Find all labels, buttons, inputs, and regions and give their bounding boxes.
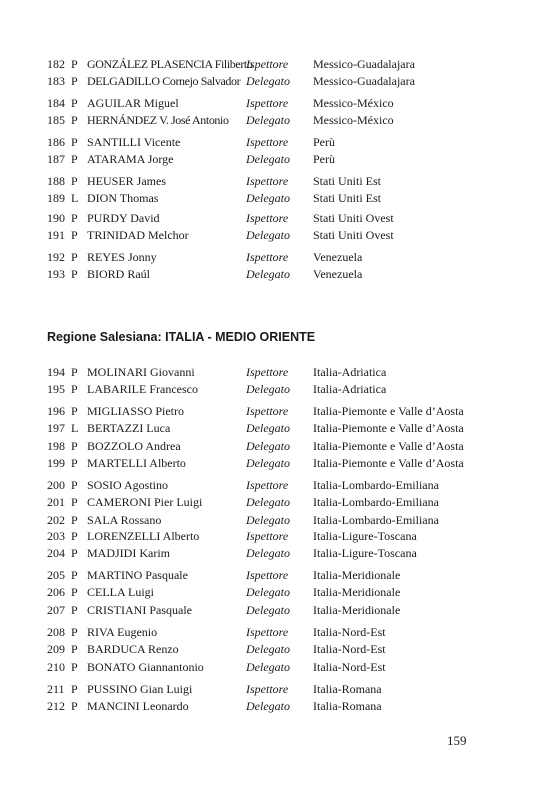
entry-place: Italia-Piemonte e Valle d’Aosta <box>313 421 464 436</box>
entry-status: P <box>71 456 78 471</box>
entry-name: TRINIDAD Melchor <box>87 228 189 243</box>
entry-role: Delegato <box>246 152 290 167</box>
entry-group <box>47 364 497 399</box>
entry-role: Ispettore <box>246 250 289 264</box>
entry-row <box>47 698 497 715</box>
entry-place: Italia-Adriatica <box>313 382 387 397</box>
entry-role: Delegato <box>246 456 290 471</box>
entry-row <box>47 190 497 207</box>
entry-status: P <box>71 642 78 657</box>
entry-name: SANTILLI Vicente <box>87 135 181 149</box>
entry-row <box>47 494 497 511</box>
entry-number: 198 <box>47 438 65 453</box>
entry-name: SOSIO Agostino <box>87 478 169 492</box>
entry-status: P <box>71 568 78 582</box>
entry-status: P <box>71 625 78 639</box>
entry-row <box>47 528 497 545</box>
entry-number: 189 <box>47 191 65 206</box>
entry-status: P <box>71 546 78 561</box>
entry-name: CAMERONI Pier Luigi <box>87 495 203 510</box>
entry-role: Ispettore <box>246 625 289 639</box>
entry-name: LABARILE Francesco <box>87 382 198 397</box>
entry-group <box>47 528 497 563</box>
entry-role: Delegato <box>246 267 290 282</box>
entry-row <box>47 210 497 227</box>
entry-name: LORENZELLI Alberto <box>87 529 200 543</box>
entry-role: Delegato <box>246 74 290 89</box>
entry-group <box>47 95 497 130</box>
entry-place: Perù <box>313 135 335 149</box>
entry-name: SALA Rossano <box>87 512 162 527</box>
entry-place: Messico-México <box>313 96 394 110</box>
entry-status: P <box>71 438 78 453</box>
entry-number: 186 <box>47 135 65 149</box>
entry-status: P <box>71 529 78 543</box>
entry-status: P <box>71 152 78 167</box>
entry-role: Delegato <box>246 602 290 617</box>
entry-status: P <box>71 267 78 282</box>
entry-status: P <box>71 602 78 617</box>
entry-number: 201 <box>47 495 65 510</box>
entry-number: 193 <box>47 267 65 282</box>
entry-row <box>47 477 497 494</box>
entry-role: Delegato <box>246 113 290 128</box>
entry-place: Italia-Lombardo-Emiliana <box>313 512 439 527</box>
entry-name: BOZZOLO Andrea <box>87 438 181 453</box>
entry-role: Ispettore <box>246 96 289 110</box>
entry-number: 209 <box>47 642 65 657</box>
entry-row <box>47 567 497 584</box>
entry-role: Delegato <box>246 438 290 453</box>
entry-place: Venezuela <box>313 267 363 282</box>
entry-status: P <box>71 365 78 379</box>
entry-place: Italia-Romana <box>313 682 382 696</box>
entry-row <box>47 266 497 283</box>
entry-name: MOLINARI Giovanni <box>87 365 195 379</box>
entry-number: 212 <box>47 699 65 714</box>
entry-number: 200 <box>47 478 65 492</box>
entry-row <box>47 403 497 420</box>
entry-role: Ispettore <box>246 404 289 418</box>
entry-place: Italia-Adriatica <box>313 365 387 379</box>
entry-place: Italia-Meridionale <box>313 585 401 600</box>
section-title: Regione Salesiana: ITALIA - MEDIO ORIENTE <box>47 330 316 344</box>
entry-role: Ispettore <box>246 682 289 696</box>
entry-status: P <box>71 382 78 397</box>
entry-name: DELGADILLO Cornejo Salvador <box>87 74 241 89</box>
entry-row <box>47 173 497 190</box>
entry-name: MADJIDI Karim <box>87 546 170 561</box>
entry-group <box>47 134 497 169</box>
entry-place: Stati Uniti Ovest <box>313 211 394 225</box>
entry-role: Delegato <box>246 421 290 436</box>
entry-name: BONATO Giannantonio <box>87 659 204 674</box>
entry-status: P <box>71 250 78 264</box>
entry-place: Italia-Lombardo-Emiliana <box>313 495 439 510</box>
entry-number: 188 <box>47 174 65 188</box>
entry-role: Delegato <box>246 512 290 527</box>
entry-row <box>47 112 497 129</box>
entry-name: DION Thomas <box>87 191 159 206</box>
entry-number: 190 <box>47 211 65 225</box>
entry-status: P <box>71 135 78 149</box>
entry-role: Delegato <box>246 699 290 714</box>
entry-role: Ispettore <box>246 478 289 492</box>
entry-name: BIORD Raúl <box>87 267 150 282</box>
entry-name: BARDUCA Renzo <box>87 642 179 657</box>
entry-place: Italia-Ligure-Toscana <box>313 546 417 561</box>
entry-status: P <box>71 659 78 674</box>
entry-row <box>47 602 497 619</box>
entry-place: Venezuela <box>313 250 363 264</box>
entry-row <box>47 151 497 168</box>
entry-name: MARTINO Pasquale <box>87 568 188 582</box>
entry-row <box>47 455 497 472</box>
entry-status: P <box>71 495 78 510</box>
entry-row <box>47 438 497 455</box>
entry-name: CELLA Luigi <box>87 585 154 600</box>
entry-number: 206 <box>47 585 65 600</box>
entry-name: MIGLIASSO Pietro <box>87 404 185 418</box>
entry-number: 182 <box>47 57 65 71</box>
entry-place: Messico-Guadalajara <box>313 57 415 71</box>
entry-row <box>47 134 497 151</box>
entry-number: 187 <box>47 152 65 167</box>
entry-name: HEUSER James <box>87 174 166 188</box>
entry-number: 208 <box>47 625 65 639</box>
entry-group <box>47 249 497 284</box>
entry-number: 194 <box>47 365 65 379</box>
entry-place: Italia-Meridionale <box>313 602 401 617</box>
entry-role: Delegato <box>246 546 290 561</box>
entry-status: P <box>71 96 78 110</box>
entry-name: ATARAMA Jorge <box>87 152 174 167</box>
entry-place: Italia-Nord-Est <box>313 642 386 657</box>
entry-role: Delegato <box>246 585 290 600</box>
entry-place: Italia-Nord-Est <box>313 625 386 639</box>
entry-place: Italia-Ligure-Toscana <box>313 529 417 543</box>
entry-row <box>47 249 497 266</box>
entry-place: Perù <box>313 152 335 167</box>
entry-row <box>47 659 497 676</box>
entry-status: P <box>71 174 78 188</box>
entry-role: Delegato <box>246 228 290 243</box>
entry-status: P <box>71 57 78 71</box>
entry-name: PURDY David <box>87 211 160 225</box>
entry-place: Messico-Guadalajara <box>313 74 415 89</box>
entry-role: Ispettore <box>246 57 289 71</box>
entry-place: Stati Uniti Ovest <box>313 228 394 243</box>
entry-row <box>47 681 497 698</box>
entry-name: RIVA Eugenio <box>87 625 158 639</box>
entry-group <box>47 624 497 676</box>
entry-place: Italia-Piemonte e Valle d’Aosta <box>313 456 464 471</box>
entry-name: HERNÁNDEZ V. José Antonio <box>87 113 229 128</box>
entry-name: REYES Jonny <box>87 250 157 264</box>
entry-status: P <box>71 211 78 225</box>
page-number: 159 <box>447 733 467 748</box>
entry-status: P <box>71 585 78 600</box>
entry-number: 184 <box>47 96 65 110</box>
entry-status: P <box>71 74 78 89</box>
entry-status: P <box>71 113 78 128</box>
entry-status: L <box>71 421 79 436</box>
entry-role: Ispettore <box>246 568 289 582</box>
entry-status: P <box>71 404 78 418</box>
entry-name: CRISTIANI Pasquale <box>87 602 192 617</box>
entry-number: 183 <box>47 74 65 89</box>
entry-place: Italia-Nord-Est <box>313 659 386 674</box>
entry-row <box>47 227 497 244</box>
entry-number: 199 <box>47 456 65 471</box>
entry-number: 203 <box>47 529 65 543</box>
entry-number: 191 <box>47 228 65 243</box>
entry-name: AGUILAR Miguel <box>87 96 179 110</box>
entry-group <box>47 567 497 619</box>
entry-group <box>47 403 497 473</box>
entry-place: Italia-Meridionale <box>313 568 401 582</box>
entry-row <box>47 545 497 562</box>
entry-row <box>47 381 497 398</box>
entry-row <box>47 641 497 658</box>
entry-number: 205 <box>47 568 65 582</box>
entry-name: GONZÁLEZ PLASENCIA Filiberto <box>87 57 253 71</box>
entry-status: L <box>71 191 79 206</box>
entry-status: P <box>71 512 78 527</box>
entry-role: Delegato <box>246 382 290 397</box>
entry-row <box>47 512 497 529</box>
entry-place: Italia-Piemonte e Valle d’Aosta <box>313 404 464 418</box>
entry-row <box>47 56 497 73</box>
entry-place: Messico-México <box>313 113 394 128</box>
entry-number: 207 <box>47 602 65 617</box>
entry-name: PUSSINO Gian Luigi <box>87 682 193 696</box>
entry-group <box>47 173 497 208</box>
entry-number: 204 <box>47 546 65 561</box>
entry-role: Delegato <box>246 191 290 206</box>
entry-number: 202 <box>47 512 65 527</box>
entry-role: Ispettore <box>246 174 289 188</box>
entry-status: P <box>71 699 78 714</box>
entry-role: Delegato <box>246 659 290 674</box>
entry-name: MARTELLI Alberto <box>87 456 186 471</box>
entry-group <box>47 210 497 245</box>
entry-role: Ispettore <box>246 211 289 225</box>
entry-place: Italia-Piemonte e Valle d’Aosta <box>313 438 464 453</box>
entry-row <box>47 420 497 437</box>
entry-group <box>47 477 497 529</box>
entry-place: Italia-Romana <box>313 699 382 714</box>
entry-status: P <box>71 228 78 243</box>
entry-place: Stati Uniti Est <box>313 191 382 206</box>
entry-row <box>47 73 497 90</box>
entry-number: 185 <box>47 113 65 128</box>
entry-row <box>47 95 497 112</box>
entry-role: Delegato <box>246 642 290 657</box>
entry-role: Ispettore <box>246 365 289 379</box>
entry-group <box>47 681 497 716</box>
entry-number: 192 <box>47 250 65 264</box>
entry-role: Ispettore <box>246 529 289 543</box>
entry-place: Italia-Lombardo-Emiliana <box>313 478 439 492</box>
entry-status: P <box>71 682 78 696</box>
entry-place: Stati Uniti Est <box>313 174 382 188</box>
entry-number: 211 <box>47 682 65 696</box>
entry-row <box>47 624 497 641</box>
entry-role: Ispettore <box>246 135 289 149</box>
entry-name: MANCINI Leonardo <box>87 699 189 714</box>
entry-row <box>47 364 497 381</box>
entry-role: Delegato <box>246 495 290 510</box>
entry-group <box>47 56 497 91</box>
entry-number: 197 <box>47 421 65 436</box>
entry-number: 195 <box>47 382 65 397</box>
entry-name: BERTAZZI Luca <box>87 421 171 436</box>
entry-number: 196 <box>47 404 65 418</box>
entry-number: 210 <box>47 659 65 674</box>
entry-row <box>47 584 497 601</box>
entry-status: P <box>71 478 78 492</box>
